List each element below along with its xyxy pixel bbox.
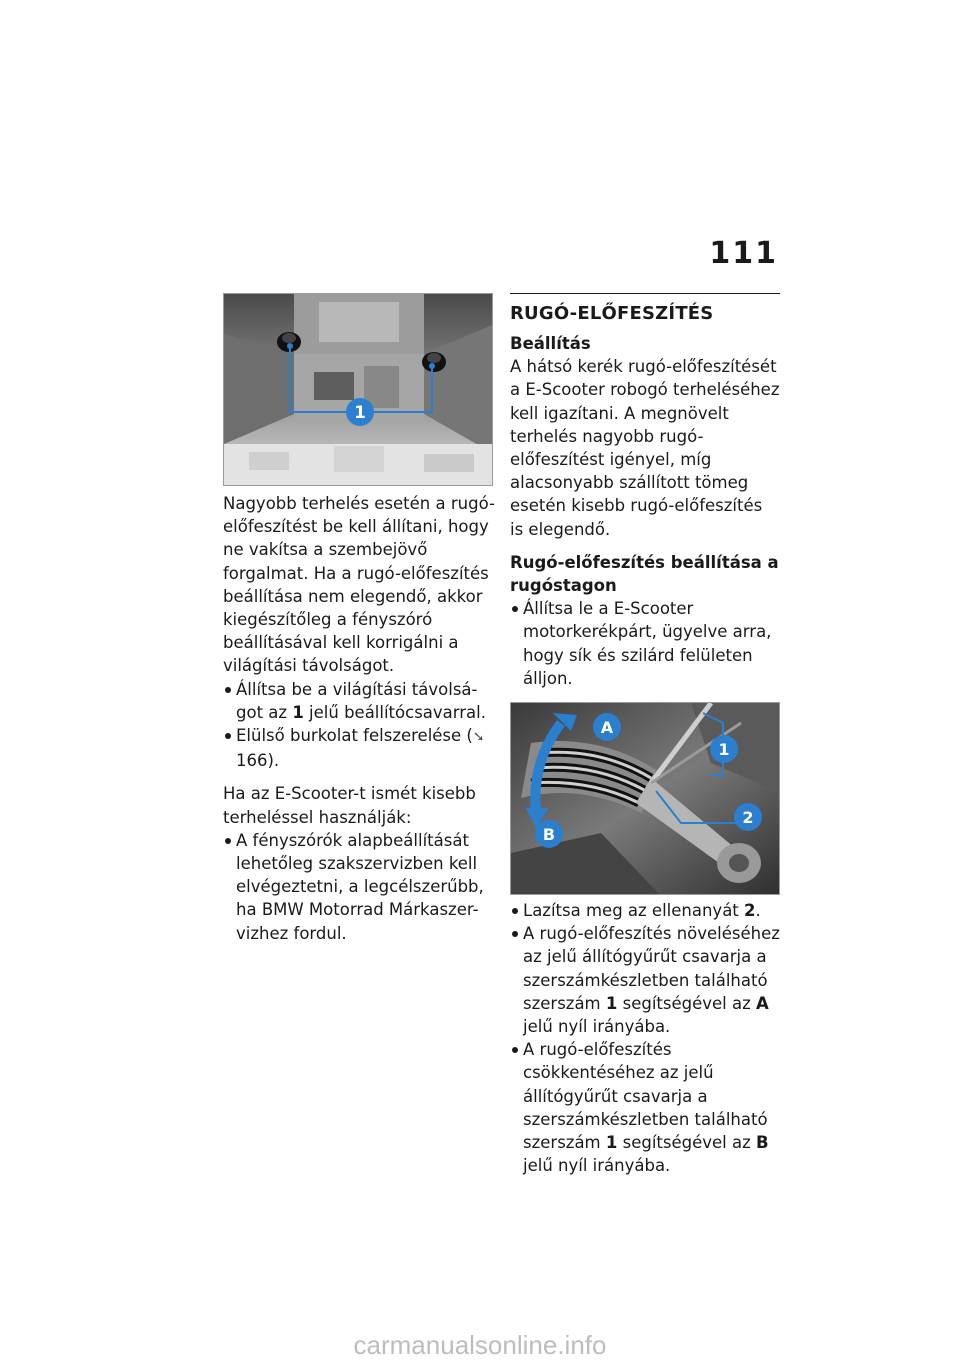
spring-strut-illustration <box>511 703 780 895</box>
figure2-callout-1: 1 <box>718 740 730 760</box>
right-bullet-list-2 <box>510 899 780 1177</box>
subhead-rugostag: Rugó-előfeszítés beállítása a rugóstagon <box>510 552 779 596</box>
page-reference-link[interactable]: 166). <box>236 751 280 771</box>
left-bullet-list-1 <box>223 678 495 773</box>
list-item: A rugó-előfeszítés csökkentéséhez az jelű állítógyűrűt csavarja a szerszámkészletben található szerszám 1 segítségével az B jelű nyíl irányába. <box>510 1038 780 1177</box>
figure2-callout-b: B <box>542 825 556 845</box>
page-reference-arrow-icon: ➘ <box>472 729 485 746</box>
list-item: Állítsa be a világítási távolsá-got az 1 jelű beállítócsavarral. <box>223 678 495 724</box>
left-paragraph-2: Ha az E-Scooter-t ismét kisebb terheléssel használják: <box>223 784 476 827</box>
figure2-callout-2: 2 <box>742 808 754 828</box>
section-divider <box>510 293 780 294</box>
subhead-beallitas: Beállítás <box>510 334 591 353</box>
page-number: 111 <box>709 236 778 271</box>
right-column <box>510 293 780 1177</box>
list-item: A rugó-előfeszítés növeléséhez az jelű állítógyűrűt csavarja a szerszámkészletben található szerszám 1 segítségével az A jelű nyíl irányába. <box>510 922 780 1038</box>
right-bullet-list-1 <box>510 597 780 690</box>
left-bullet-list-2 <box>223 829 495 945</box>
spring-preload-figure <box>510 702 780 895</box>
headlight-illustration <box>224 294 493 486</box>
watermark-text: carmanualsonline.info <box>353 1330 607 1360</box>
section-title: RUGÓ-ELŐFESZÍTÉS <box>510 303 714 324</box>
figure2-callout-a: A <box>600 718 614 738</box>
list-item: A fényszórók alapbeállítását lehetőleg szakszervizben kell elvégeztetni, a legcélszerűbb, ha BMW Motorrad Márkaszer-vizhez fordul. <box>223 829 495 945</box>
list-item: Állítsa le a E-Scooter motorkerékpárt, ügyelve arra, hogy sík és szilárd felületen álljon. <box>510 597 780 690</box>
figure1-callout-1: 1 <box>354 403 366 423</box>
right-intro-paragraph: A hátsó kerék rugó-előfeszítését a E-Scooter robogó terheléséhez kell igazítani. A megnövelt terhelés nagyobb rugó-előfeszítést igényel, míg alacsonyabb szállított tömeg esetén kisebb rugó-előfeszítés is elegendő. <box>510 357 780 539</box>
headlight-adjust-figure <box>223 293 493 486</box>
list-item: Elülső burkolat felszerelése (➘ 166). <box>223 724 495 772</box>
list-item: Lazítsa meg az ellenanyát 2. <box>510 899 780 922</box>
left-intro-paragraph: Nagyobb terhelés esetén a rugó-előfeszítést be kell állítani, hogy ne vakítsa a szembejövő forgalmat. Ha a rugó-előfeszítés beállítása nem elegendő, akkor kiegészítőleg a fényszóró beállításával kell korrigálni a világítási távolságot. <box>223 494 495 676</box>
left-column <box>223 293 495 945</box>
